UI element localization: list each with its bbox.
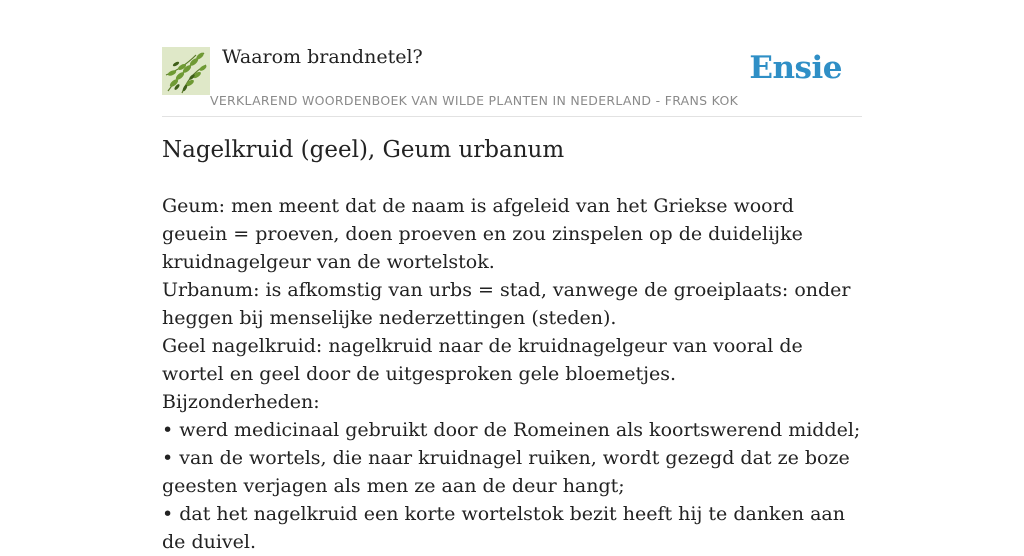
entry-list-item: • werd medicinaal gebruikt door de Romeinen als koortswerend middel; [162, 419, 861, 441]
leaf-illustration-icon[interactable] [162, 47, 210, 95]
entry-paragraph: Urbanum: is afkomstig van urbs = stad, vanwege de groeiplaats: onder heggen bij menselijke nederzettingen (steden). [162, 279, 851, 329]
entry-paragraph: Bijzonderheden: [162, 391, 320, 413]
entry-paragraph: Geel nagelkruid: nagelkruid naar de kruidnagelgeur van vooral de wortel en geel door de uitgesproken gele bloemetjes. [162, 335, 803, 385]
brand-logo[interactable]: Ensie [749, 50, 842, 86]
entry-list-item: • van de wortels, die naar kruidnagel ruiken, wordt gezegd dat ze boze geesten verjagen als men ze aan de deur hangt; [162, 447, 850, 497]
source-subtitle[interactable]: VERKLAREND WOORDENBOEK VAN WILDE PLANTEN IN NEDERLAND - FRANS KOK [210, 93, 739, 108]
source-title[interactable]: Waarom brandnetel? [222, 46, 423, 68]
source-header [162, 44, 862, 117]
entry-body [162, 192, 862, 556]
entry-title: Nagelkruid (geel), Geum urbanum [162, 137, 565, 163]
entry-list-item: • dat het nagelkruid een korte wortelstok bezit heeft hij te danken aan de duivel. [162, 503, 845, 553]
entry-paragraph: Geum: men meent dat de naam is afgeleid van het Griekse woord geuein = proeven, doen proeven en zou zinspelen op de duidelijke kruidnagelgeur van de wortelstok. [162, 195, 803, 273]
